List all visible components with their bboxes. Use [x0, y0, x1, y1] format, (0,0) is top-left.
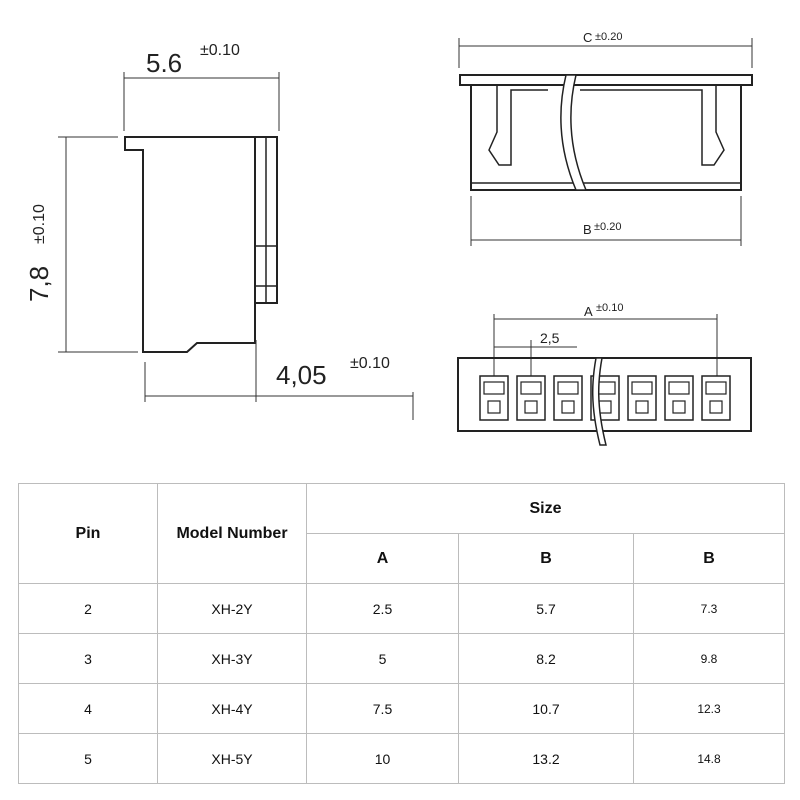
- cell-model: XH-3Y: [158, 634, 307, 684]
- cell-a: 10: [307, 734, 459, 784]
- cell-model: XH-5Y: [158, 734, 307, 784]
- side-height-value: 7,8: [24, 265, 54, 302]
- side-view: [24, 42, 413, 420]
- cell-a: 2.5: [307, 584, 459, 634]
- contact-pin-hole: [562, 401, 574, 413]
- contact-slot-window: [521, 382, 541, 394]
- header-pin: Pin: [19, 484, 158, 584]
- side-width-value: 5.6: [146, 48, 183, 78]
- contact-pin-hole: [636, 401, 648, 413]
- cell-pin: 4: [19, 684, 158, 734]
- cell-b: 13.2: [459, 734, 634, 784]
- contact-pin-hole: [599, 401, 611, 413]
- cell-pin: 2: [19, 584, 158, 634]
- cell-b-second: 14.8: [634, 734, 785, 784]
- header-size-b-second: B: [634, 534, 785, 584]
- cell-b-second: 7.3: [634, 584, 785, 634]
- cell-pin: 5: [19, 734, 158, 784]
- spec-table: [18, 483, 785, 784]
- cell-b: 10.7: [459, 684, 634, 734]
- cell-model: XH-2Y: [158, 584, 307, 634]
- table-row: [19, 684, 785, 734]
- side-width-tolerance: ±0.10: [200, 42, 240, 59]
- header-size-a: A: [307, 534, 459, 584]
- contact-slots: [480, 376, 730, 420]
- top-view: [459, 30, 752, 246]
- cell-model: XH-4Y: [158, 684, 307, 734]
- table-row: [19, 584, 785, 634]
- cell-pin: 3: [19, 634, 158, 684]
- cell-b-second: 12.3: [634, 684, 785, 734]
- contact-slot-window: [669, 382, 689, 394]
- side-height-tolerance: ±0.10: [31, 204, 48, 244]
- side-depth-tolerance: ±0.10: [350, 355, 390, 372]
- front-a-tolerance: ±0.10: [596, 302, 624, 314]
- header-size: Size: [307, 484, 785, 534]
- table-row: [19, 734, 785, 784]
- contact-slot-window: [632, 382, 652, 394]
- contact-pin-hole: [710, 401, 722, 413]
- top-c-label: C: [583, 30, 593, 45]
- cell-b: 8.2: [459, 634, 634, 684]
- cell-a: 7.5: [307, 684, 459, 734]
- cell-a: 5: [307, 634, 459, 684]
- table-row: [19, 634, 785, 684]
- front-view: [458, 302, 751, 445]
- contact-pin-hole: [673, 401, 685, 413]
- cell-b: 5.7: [459, 584, 634, 634]
- contact-slot-window: [558, 382, 578, 394]
- header-size-b: B: [459, 534, 634, 584]
- contact-pin-hole: [525, 401, 537, 413]
- contact-pin-hole: [488, 401, 500, 413]
- front-pitch-label: 2,5: [540, 330, 560, 346]
- side-depth-value: 4,05: [276, 360, 327, 390]
- cell-b-second: 9.8: [634, 634, 785, 684]
- contact-slot-window: [484, 382, 504, 394]
- front-a-label: A: [584, 304, 593, 319]
- top-b-tolerance: ±0.20: [594, 221, 622, 233]
- top-b-label: B: [583, 222, 592, 237]
- top-c-tolerance: ±0.20: [595, 31, 623, 43]
- header-model-number: Model Number: [158, 484, 307, 584]
- contact-slot-window: [706, 382, 726, 394]
